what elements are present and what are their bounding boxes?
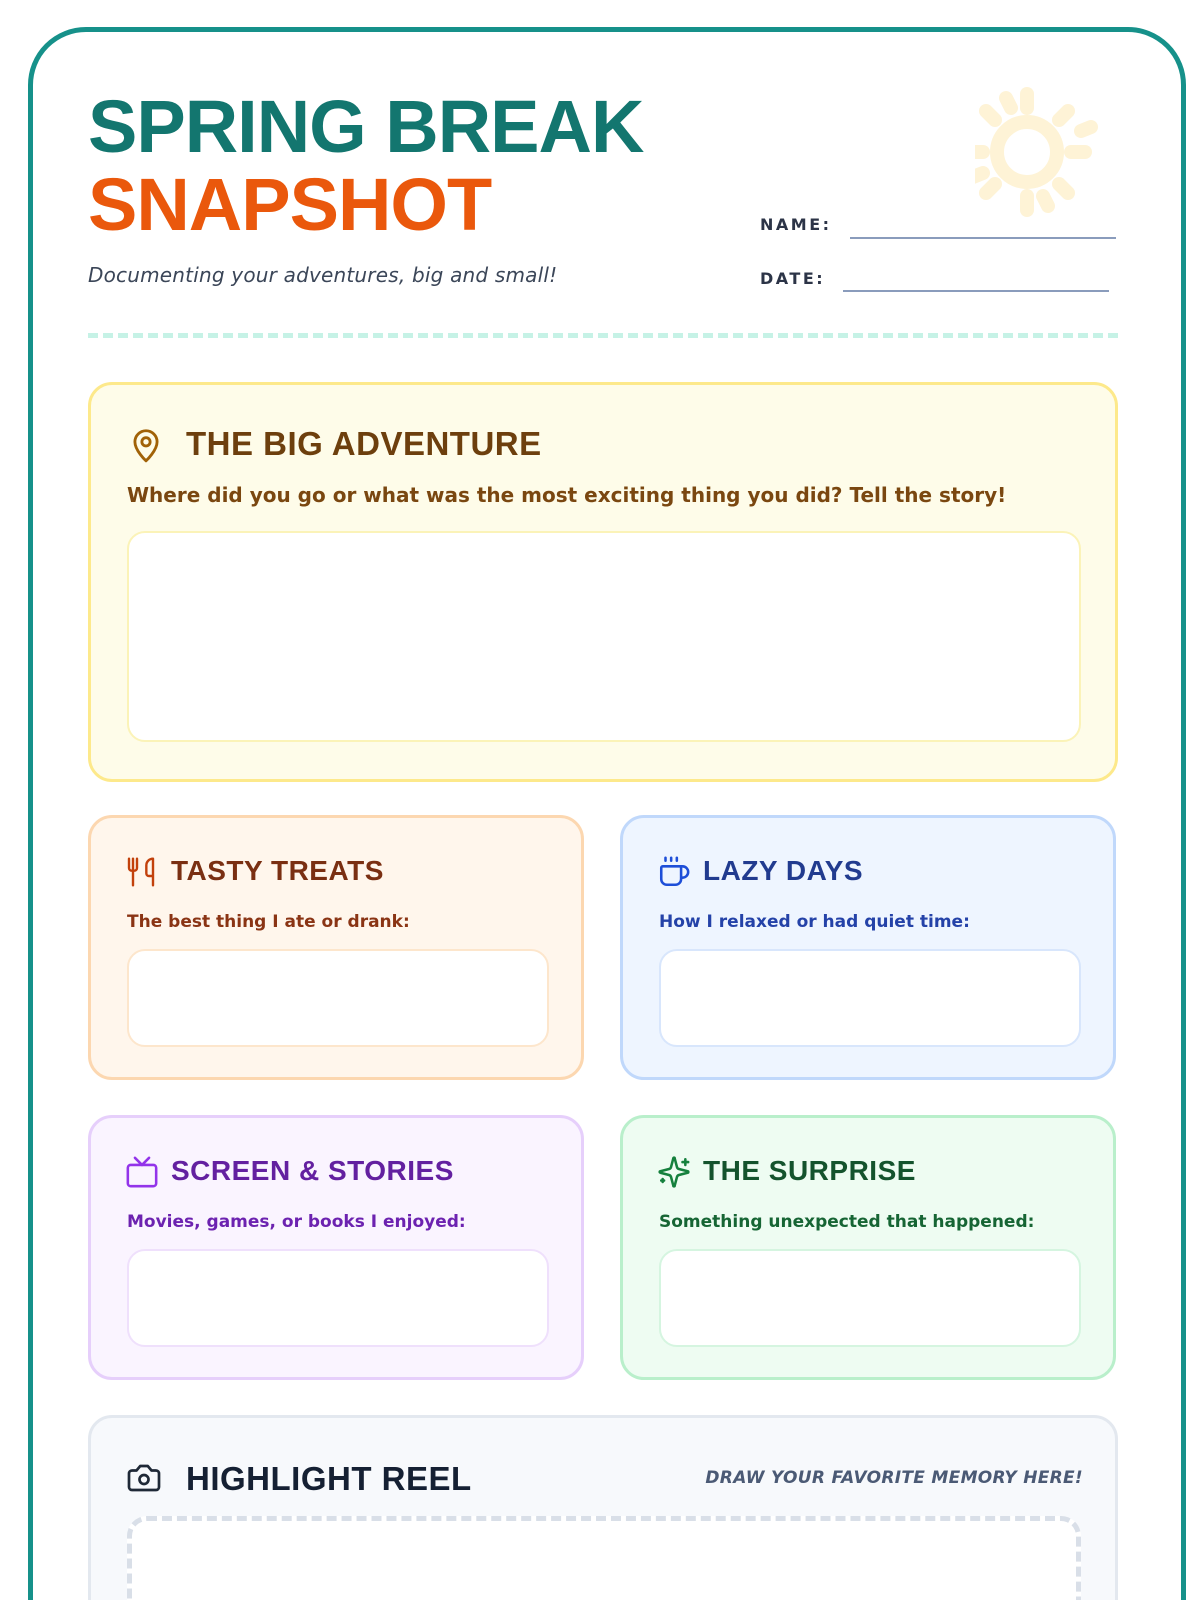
screen-stories-prompt: Movies, games, or books I enjoyed: (127, 1212, 466, 1232)
lazy-days-card (620, 815, 1116, 1080)
name-label: NAME: (760, 215, 832, 234)
utensils-icon (125, 855, 157, 889)
subtitle: Documenting your adventures, big and small! (88, 263, 558, 287)
map-pin-icon (127, 424, 165, 466)
tasty-treats-card (88, 815, 584, 1080)
lazy-days-prompt: How I relaxed or had quiet time: (659, 912, 970, 932)
tasty-treats-prompt: The best thing I ate or drank: (127, 912, 410, 932)
tv-icon (125, 1155, 159, 1189)
lazy-days-answer-box[interactable] (659, 949, 1081, 1047)
surprise-title: THE SURPRISE (703, 1155, 916, 1186)
draw-instruction: DRAW YOUR FAVORITE MEMORY HERE! (705, 1468, 1083, 1488)
header-divider (88, 333, 1118, 338)
date-field[interactable] (843, 290, 1109, 292)
date-label: DATE: (760, 269, 826, 288)
surprise-prompt: Something unexpected that happened: (659, 1212, 1035, 1232)
big-adventure-card (88, 382, 1118, 782)
title-line-1: SPRING BREAK (88, 85, 644, 168)
highlight-reel-title: HIGHLIGHT REEL (186, 1460, 472, 1497)
name-field[interactable] (850, 237, 1116, 239)
big-adventure-answer-box[interactable] (127, 531, 1081, 742)
sparkles-icon (657, 1155, 691, 1189)
screen-stories-card (88, 1115, 584, 1380)
tasty-treats-answer-box[interactable] (127, 949, 549, 1047)
big-adventure-title: THE BIG ADVENTURE (186, 425, 542, 462)
screen-stories-title: SCREEN & STORIES (171, 1155, 454, 1186)
title-line-2: SNAPSHOT (88, 163, 492, 246)
camera-icon (125, 1460, 163, 1496)
coffee-cup-icon (657, 855, 691, 889)
big-adventure-prompt: Where did you go or what was the most exciting thing you did? Tell the story! (127, 483, 1007, 507)
tasty-treats-title: TASTY TREATS (171, 855, 384, 886)
sun-icon (975, 80, 1125, 230)
surprise-answer-box[interactable] (659, 1249, 1081, 1347)
lazy-days-title: LAZY DAYS (703, 855, 864, 886)
drawing-area[interactable] (127, 1516, 1081, 1600)
surprise-card (620, 1115, 1116, 1380)
screen-stories-answer-box[interactable] (127, 1249, 549, 1347)
highlight-reel-card (88, 1415, 1118, 1600)
